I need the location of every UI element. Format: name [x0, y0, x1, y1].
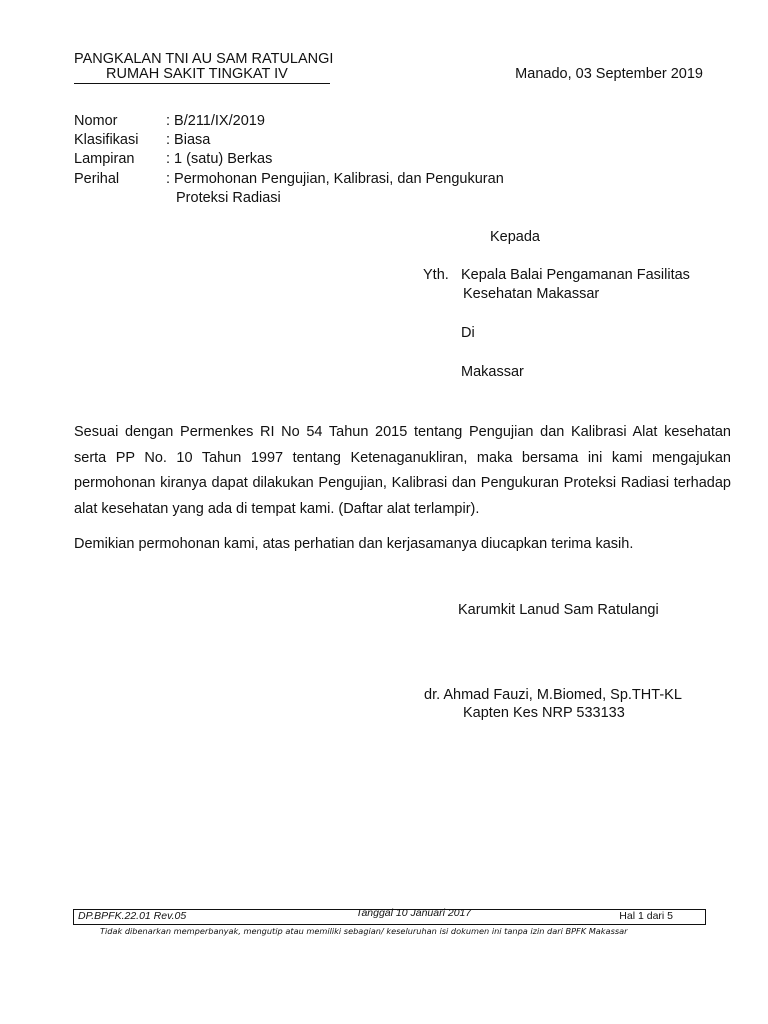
recipient-city: Makassar	[461, 364, 524, 380]
nomor-value: : B/211/IX/2019	[166, 113, 265, 129]
body-paragraph-1: Sesuai dengan Permenkes RI No 54 Tahun 2015 tentang Pengujian dan Kalibrasi Alat kesehatan serta PP No. 10 Tahun 1997 tentang Ketenaganukliran, maka bersama ini kami mengajukan permohonan kiranya dapat dilakukan Pengujian, Kalibrasi dan Pengukuran Proteksi Radiasi terhadap alat kesehatan yang ada di tempat kami. (Daftar alat terlampir).	[74, 424, 731, 518]
footer-box	[73, 909, 706, 925]
nomor-label: Nomor	[74, 113, 118, 129]
recipient-yth: Yth.	[423, 267, 449, 283]
klasifikasi-label: Klasifikasi	[74, 132, 139, 148]
body-paragraph-2: Demikian permohonan kami, atas perhatian dan kerjasamanya diucapkan terima kasih.	[74, 536, 634, 552]
recipient-line1: Kepala Balai Pengamanan Fasilitas	[461, 267, 690, 283]
place-date: Manado, 03 September 2019	[515, 66, 703, 82]
footer-doc-date: Tanggal 10 Januari 2017	[356, 907, 472, 919]
lampiran-label: Lampiran	[74, 151, 135, 167]
organization-unit: RUMAH SAKIT TINGKAT IV	[74, 66, 330, 84]
recipient-di: Di	[461, 325, 475, 341]
signature-title: Karumkit Lanud Sam Ratulangi	[458, 602, 659, 618]
signature-rank: Kapten Kes NRP 533133	[463, 705, 625, 721]
perihal-value: : Permohonan Pengujian, Kalibrasi, dan Pengukuran	[166, 171, 504, 187]
klasifikasi-value: : Biasa	[166, 132, 211, 148]
perihal-label: Perihal	[74, 171, 120, 187]
perihal-value-continued: Proteksi Radiasi	[176, 190, 281, 206]
recipient-line2: Kesehatan Makassar	[463, 286, 600, 302]
organization-name: PANGKALAN TNI AU SAM RATULANGI	[74, 51, 334, 67]
footer-doc-code: DP.BPFK.22.01 Rev.05	[78, 910, 187, 922]
signature-name: dr. Ahmad Fauzi, M.Biomed, Sp.THT-KL	[424, 687, 682, 703]
recipient-kepada: Kepada	[490, 229, 540, 245]
footer-page-number: Hal 1 dari 5	[619, 910, 673, 922]
footer-notice: Tidak dibenarkan memperbanyak, mengutip atau memiliki sebagian/ keseluruhan isi dokumen ini tanpa izin dari BPFK Makassar	[100, 926, 628, 936]
lampiran-value: : 1 (satu) Berkas	[166, 151, 273, 167]
